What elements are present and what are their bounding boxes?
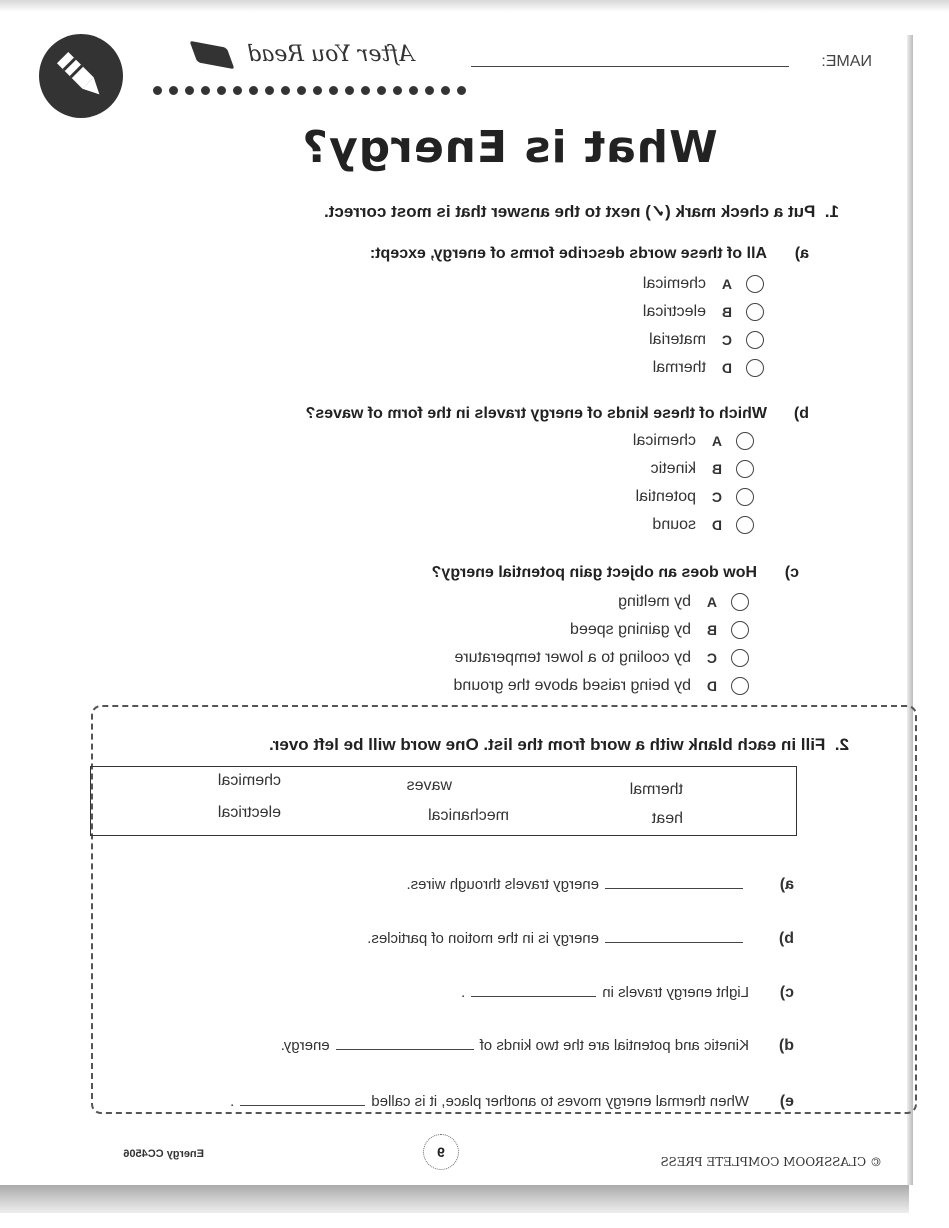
dotted-divider	[153, 86, 466, 95]
option-letter: C	[706, 649, 717, 666]
page-title	[0, 122, 949, 173]
radio-circle-icon[interactable]	[746, 303, 764, 321]
radio-circle-icon[interactable]	[731, 621, 749, 639]
option-text: by gaining speed	[570, 620, 691, 638]
option-b[interactable]	[453, 619, 749, 640]
option-text: thermal	[652, 358, 706, 376]
question-1c-prompt	[432, 564, 799, 582]
option-letter: B	[706, 621, 717, 638]
option-b[interactable]	[633, 458, 754, 479]
question-1b-prompt	[306, 405, 809, 423]
question-1b-options	[633, 430, 754, 535]
part-prompt: How does an object gain potential energy?	[431, 564, 757, 581]
radio-circle-icon[interactable]	[746, 359, 764, 377]
item-text: Kinetic and potential are the two kinds of	[479, 1037, 749, 1054]
word-bank-word: heat	[651, 810, 683, 827]
fill-item-e	[230, 1093, 794, 1111]
option-b[interactable]	[643, 301, 764, 322]
part-label: c)	[784, 564, 799, 581]
page-title-text: What is Energy?	[301, 122, 718, 173]
option-letter: A	[721, 275, 732, 292]
part-prompt: All of these words describe forms of energy, except:	[369, 245, 767, 262]
option-text: electrical	[642, 302, 706, 320]
product-code: Energy CC4506	[123, 1148, 204, 1160]
item-text: energy travels through wires.	[406, 876, 599, 893]
name-input-line[interactable]	[471, 66, 789, 67]
option-letter: A	[711, 432, 722, 449]
blank-input[interactable]	[471, 996, 596, 997]
option-text: material	[649, 330, 706, 348]
option-letter: C	[711, 488, 722, 505]
word-bank-word: chemical	[217, 772, 281, 789]
blank-input[interactable]	[336, 1049, 474, 1050]
option-text: by cooling to a lower temperature	[454, 648, 691, 666]
option-text: sound	[652, 515, 696, 533]
publisher-credit: © CLASSROOM COMPLETE PRESS	[660, 1155, 882, 1169]
question-1a-prompt	[370, 245, 809, 263]
question-text: Put a check mark (✓) next to the answer that is most correct.	[324, 202, 816, 221]
item-label: e)	[779, 1093, 794, 1110]
blank-input[interactable]	[240, 1105, 365, 1106]
word-bank	[90, 766, 797, 836]
question-text: Fill in each blank with a word from the list. One word will be left over.	[268, 735, 826, 754]
option-text: chemical	[642, 274, 706, 292]
fill-item-c	[461, 984, 794, 1002]
option-text: chemical	[632, 431, 696, 449]
question-1-instruction	[324, 202, 839, 222]
option-text: by being raised above the ground	[453, 676, 691, 694]
word-bank-word: mechanical	[428, 807, 509, 824]
option-c[interactable]	[633, 486, 754, 507]
radio-circle-icon[interactable]	[731, 677, 749, 695]
word-bank-word: waves	[406, 777, 452, 794]
radio-circle-icon[interactable]	[736, 516, 754, 534]
item-text: .	[461, 984, 466, 1001]
item-text: energy is in the motion of particles.	[367, 930, 599, 947]
part-label: b)	[793, 405, 809, 422]
item-label: c)	[779, 984, 794, 1001]
word-bank-word: electrical	[217, 804, 281, 821]
option-a[interactable]	[453, 591, 749, 612]
item-text: Light energy travels in	[602, 984, 749, 1001]
blank-input[interactable]	[605, 888, 743, 889]
fill-item-b	[367, 930, 794, 948]
question-number: 2.	[834, 735, 849, 754]
option-c[interactable]	[453, 647, 749, 668]
part-label: a)	[794, 245, 809, 262]
radio-circle-icon[interactable]	[736, 432, 754, 450]
option-a[interactable]	[633, 430, 754, 451]
option-a[interactable]	[643, 273, 764, 294]
word-bank-word: thermal	[629, 781, 683, 798]
radio-circle-icon[interactable]	[731, 593, 749, 611]
radio-circle-icon[interactable]	[731, 649, 749, 667]
option-d[interactable]	[453, 675, 749, 696]
option-letter: A	[706, 593, 717, 610]
scan-shadow-bottom	[0, 1185, 909, 1213]
section-tag: After You Read	[247, 42, 414, 67]
option-letter: D	[706, 677, 717, 694]
pencil-icon	[39, 34, 123, 118]
option-letter: C	[721, 331, 732, 348]
book-icon	[189, 41, 234, 70]
scan-shadow-top	[0, 0, 949, 12]
option-letter: B	[721, 303, 732, 320]
blank-input[interactable]	[605, 942, 743, 943]
item-text: energy.	[280, 1037, 330, 1054]
item-label: b)	[778, 930, 794, 947]
part-prompt: Which of these kinds of energy travels in the form of waves?	[305, 405, 767, 422]
option-text: kinetic	[650, 459, 696, 477]
radio-circle-icon[interactable]	[736, 488, 754, 506]
option-d[interactable]	[633, 514, 754, 535]
item-text: When thermal energy moves to another place, it is called	[371, 1093, 749, 1110]
option-d[interactable]	[643, 357, 764, 378]
radio-circle-icon[interactable]	[746, 331, 764, 349]
fill-item-d	[281, 1037, 794, 1055]
radio-circle-icon[interactable]	[736, 460, 754, 478]
item-label: d)	[778, 1037, 794, 1054]
fill-item-a	[406, 876, 794, 894]
option-text: potential	[635, 487, 696, 505]
page-number: 9	[423, 1134, 459, 1170]
option-text: by melting	[618, 592, 691, 610]
item-text: .	[230, 1093, 235, 1110]
item-label: a)	[779, 876, 794, 893]
question-1a-options	[643, 273, 764, 378]
name-label: NAME:	[821, 53, 872, 70]
option-letter: D	[721, 359, 732, 376]
radio-circle-icon[interactable]	[746, 275, 764, 293]
option-letter: D	[711, 516, 722, 533]
question-1c-options	[453, 591, 749, 696]
option-c[interactable]	[643, 329, 764, 350]
question-2-instruction	[269, 735, 849, 755]
option-letter: B	[711, 460, 722, 477]
question-number: 1.	[824, 202, 839, 221]
